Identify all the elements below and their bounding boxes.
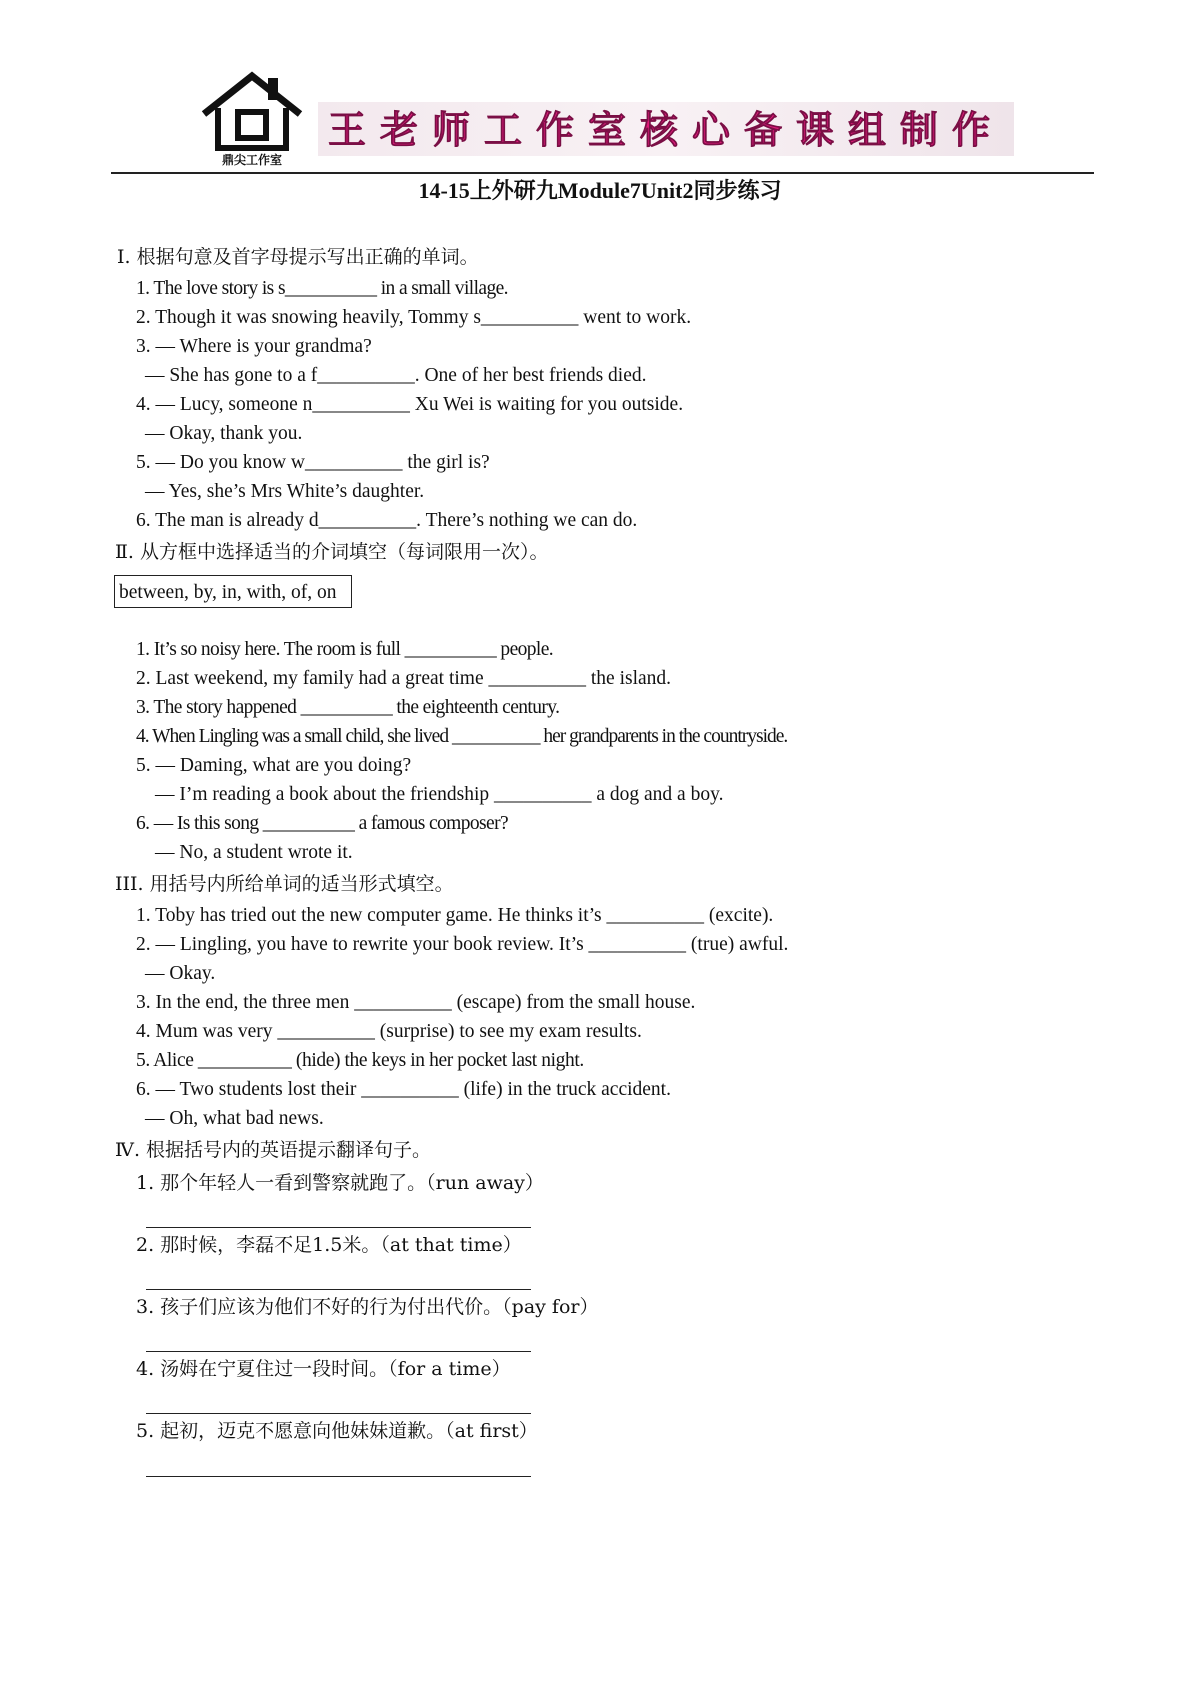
list-item: 3. — Where is your grandma? bbox=[136, 336, 372, 357]
translation-item: 5. 起初，迈克不愿意向他妹妹道歉。（at first） bbox=[136, 1420, 538, 1442]
section-4-heading: Ⅳ. 根据括号内的英语提示翻译句子。 bbox=[115, 1139, 432, 1161]
list-item: 2. Though it was snowing heavily, Tommy s__________ went to work. bbox=[136, 307, 692, 328]
list-item: — Okay. bbox=[145, 963, 216, 984]
list-item: 6. — Is this song __________ a famous composer? bbox=[136, 813, 509, 834]
word-box: between, by, in, with, of, on bbox=[114, 575, 352, 608]
list-item: 1. Toby has tried out the new computer game. He thinks it’s __________ (excite). bbox=[136, 905, 774, 926]
house-logo-icon bbox=[200, 70, 304, 170]
list-item: 1. It’s so noisy here. The room is full __________ people. bbox=[136, 639, 554, 660]
section-1-heading: Ⅰ. 根据句意及首字母提示写出正确的单词。 bbox=[117, 246, 479, 268]
answer-line[interactable] bbox=[146, 1351, 531, 1352]
list-item: 6. The man is already d__________. There’s nothing we can do. bbox=[136, 510, 638, 531]
translation-item: 4. 汤姆在宁夏住过一段时间。（for a time） bbox=[136, 1358, 511, 1380]
header-divider bbox=[111, 172, 1094, 174]
page-title: 14-15上外研九Module7Unit2同步练习 bbox=[418, 178, 782, 203]
section-2-heading: Ⅱ. 从方框中选择适当的介词填空（每词限用一次）。 bbox=[115, 541, 549, 563]
list-item: 2. — Lingling, you have to rewrite your book review. It’s __________ (true) awful. bbox=[136, 934, 789, 955]
translation-item: 2. 那时候，李磊不足1.5米。（at that time） bbox=[136, 1234, 522, 1256]
section-3-heading: III. 用括号内所给单词的适当形式填空。 bbox=[115, 873, 454, 895]
list-item: — No, a student wrote it. bbox=[155, 842, 353, 863]
list-item: 4. Mum was very __________ (surprise) to see my exam results. bbox=[136, 1021, 642, 1042]
translation-item: 3. 孩子们应该为他们不好的行为付出代价。（pay for） bbox=[136, 1296, 599, 1318]
answer-line[interactable] bbox=[146, 1413, 531, 1414]
logo-caption: 鼎尖工作室 bbox=[221, 153, 283, 167]
list-item: 2. Last weekend, my family had a great time __________ the island. bbox=[136, 668, 672, 689]
list-item: — I’m reading a book about the friendship __________ a dog and a boy. bbox=[155, 784, 724, 805]
banner-text: 王老师工作室核心备课组制作 bbox=[327, 108, 1005, 152]
translation-item: 1. 那个年轻人一看到警察就跑了。（run away） bbox=[136, 1172, 544, 1194]
list-item: 5. — Do you know w__________ the girl is? bbox=[136, 452, 490, 473]
list-item: 3. The story happened __________ the eighteenth century. bbox=[136, 697, 560, 718]
list-item: 3. In the end, the three men __________ (escape) from the small house. bbox=[136, 992, 696, 1013]
list-item: — Yes, she’s Mrs White’s daughter. bbox=[145, 481, 425, 502]
list-item: 5. — Daming, what are you doing? bbox=[136, 755, 412, 776]
list-item: — Oh, what bad news. bbox=[145, 1108, 324, 1129]
list-item: 1. The love story is s__________ in a small village. bbox=[136, 278, 508, 299]
answer-line[interactable] bbox=[146, 1227, 531, 1228]
list-item: 5. Alice __________ (hide) the keys in her pocket last night. bbox=[136, 1050, 584, 1071]
banner bbox=[318, 98, 1014, 160]
answer-line[interactable] bbox=[146, 1289, 531, 1290]
list-item: — She has gone to a f__________. One of her best friends died. bbox=[145, 365, 647, 386]
list-item: — Okay, thank you. bbox=[145, 423, 303, 444]
list-item: 4. — Lucy, someone n__________ Xu Wei is waiting for you outside. bbox=[136, 394, 684, 415]
answer-line[interactable] bbox=[146, 1476, 531, 1477]
list-item: 4. When Lingling was a small child, she lived __________ her grandparents in the countryside. bbox=[136, 726, 788, 747]
list-item: 6. — Two students lost their __________ (life) in the truck accident. bbox=[136, 1079, 671, 1100]
